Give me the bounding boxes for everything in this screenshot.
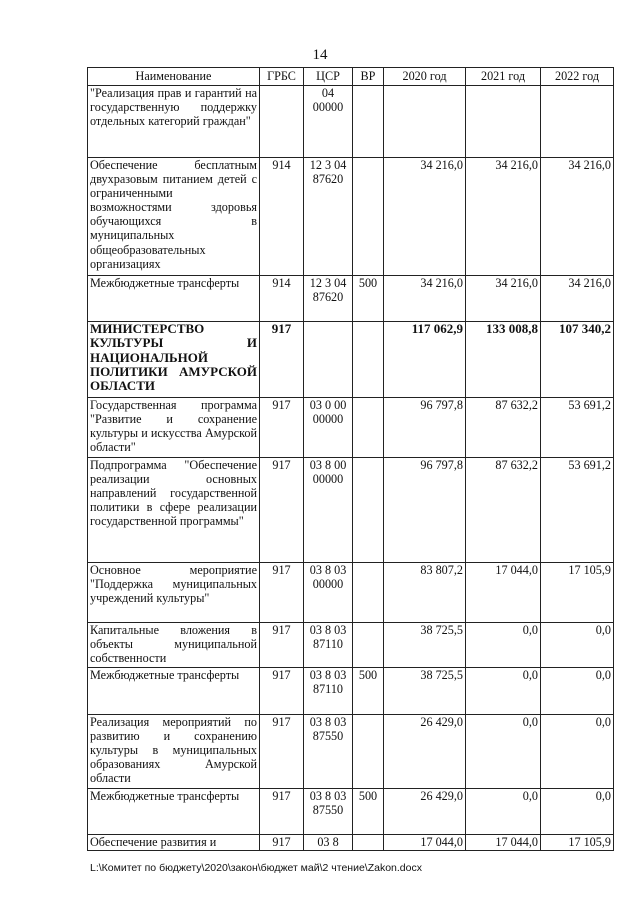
row-name: Межбюджетные трансферты [88,789,260,835]
table-row [88,276,614,322]
row-vr [353,835,384,851]
row-2021: 87 632,2 [466,458,541,563]
footer-file-path: L:\Комитет по бюджету\2020\закон\бюджет май\2 чтение\Zakon.docx [90,862,422,874]
row-csr: 03 8 03 87110 [304,623,353,668]
row-name: Капитальные вложения в объекты муниципальной собственности [88,623,260,668]
header-grbs: ГРБС [260,68,304,86]
row-2022: 0,0 [541,623,614,668]
row-name: МИНИСТЕРСТВО КУЛЬТУРЫ И НАЦИОНАЛЬНОЙ ПОЛИТИКИ АМУРСКОЙ ОБЛАСТИ [88,322,260,398]
row-2020 [384,86,466,158]
row-2021: 17 044,0 [466,835,541,851]
row-2022 [541,86,614,158]
header-2020: 2020 год [384,68,466,86]
row-vr [353,322,384,398]
row-grbs [260,86,304,158]
row-csr: 12 3 04 87620 [304,276,353,322]
row-csr [304,322,353,398]
row-2022: 107 340,2 [541,322,614,398]
row-csr: 12 3 04 87620 [304,158,353,276]
table-row [88,398,614,458]
table-header-row [88,68,614,86]
row-name: Обеспечение развития и [88,835,260,851]
row-vr [353,86,384,158]
row-2020: 38 725,5 [384,623,466,668]
row-grbs: 917 [260,789,304,835]
row-name: Межбюджетные трансферты [88,668,260,715]
row-csr: 03 8 03 00000 [304,563,353,623]
row-2020: 96 797,8 [384,458,466,563]
row-2021: 0,0 [466,623,541,668]
table-row [88,623,614,668]
row-2021: 0,0 [466,715,541,789]
row-2020: 83 807,2 [384,563,466,623]
page-number: 14 [312,47,328,63]
row-vr [353,158,384,276]
table-row [88,789,614,835]
table-row [88,668,614,715]
row-csr: 03 8 03 87110 [304,668,353,715]
row-2022: 0,0 [541,715,614,789]
header-name: Наименование [88,68,260,86]
row-2022: 0,0 [541,668,614,715]
row-csr: 03 8 03 87550 [304,715,353,789]
row-2022: 17 105,9 [541,563,614,623]
row-name: Обеспечение бесплатным двухразовым питанием детей с ограниченными возможностями здоровья обучающихся в муниципальных общеобразовательных организациях [88,158,260,276]
row-2021: 0,0 [466,789,541,835]
row-vr: 500 [353,789,384,835]
row-vr: 500 [353,276,384,322]
row-2020: 26 429,0 [384,789,466,835]
header-2021: 2021 год [466,68,541,86]
row-grbs: 917 [260,835,304,851]
row-2022: 53 691,2 [541,398,614,458]
row-2022: 34 216,0 [541,158,614,276]
row-2021: 133 008,8 [466,322,541,398]
row-csr: 04 00000 [304,86,353,158]
row-2020: 117 062,9 [384,322,466,398]
table-row [88,563,614,623]
row-name: Реализация мероприятий по развитию и сохранению культуры в муниципальных образованиях Амурской области [88,715,260,789]
row-2021: 34 216,0 [466,158,541,276]
row-grbs: 914 [260,158,304,276]
table-row [88,835,614,851]
row-2021: 87 632,2 [466,398,541,458]
row-csr: 03 8 00 00000 [304,458,353,563]
row-vr [353,623,384,668]
row-csr: 03 0 00 00000 [304,398,353,458]
table-row [88,86,614,158]
row-vr [353,458,384,563]
table-row [88,715,614,789]
row-2020: 34 216,0 [384,158,466,276]
row-name: Подпрограмма "Обеспечение реализации основных направлений государственной политики в сфере реализации государственной программы" [88,458,260,563]
header-2022: 2022 год [541,68,614,86]
row-name: "Реализация прав и гарантий на государственную поддержку отдельных категорий граждан" [88,86,260,158]
row-2020: 38 725,5 [384,668,466,715]
row-vr [353,715,384,789]
header-csr: ЦСР [304,68,353,86]
row-2021: 34 216,0 [466,276,541,322]
row-name: Основное мероприятие "Поддержка муниципальных учреждений культуры" [88,563,260,623]
row-vr [353,398,384,458]
row-csr: 03 8 03 87550 [304,789,353,835]
row-grbs: 917 [260,563,304,623]
row-grbs: 917 [260,668,304,715]
row-2022: 17 105,9 [541,835,614,851]
row-2020: 26 429,0 [384,715,466,789]
row-2020: 34 216,0 [384,276,466,322]
row-grbs: 917 [260,458,304,563]
row-grbs: 914 [260,276,304,322]
row-2022: 53 691,2 [541,458,614,563]
budget-table [87,67,614,851]
table-row [88,322,614,398]
row-name: Межбюджетные трансферты [88,276,260,322]
row-2021: 0,0 [466,668,541,715]
row-2022: 0,0 [541,789,614,835]
row-name: Государственная программа "Развитие и сохранение культуры и искусства Амурской области" [88,398,260,458]
row-vr [353,563,384,623]
row-csr: 03 8 [304,835,353,851]
row-grbs: 917 [260,322,304,398]
table-row [88,458,614,563]
row-2020: 96 797,8 [384,398,466,458]
table-row [88,158,614,276]
row-grbs: 917 [260,715,304,789]
row-2020: 17 044,0 [384,835,466,851]
header-vr: ВР [353,68,384,86]
row-grbs: 917 [260,398,304,458]
row-2022: 34 216,0 [541,276,614,322]
row-2021 [466,86,541,158]
row-vr: 500 [353,668,384,715]
row-grbs: 917 [260,623,304,668]
row-2021: 17 044,0 [466,563,541,623]
